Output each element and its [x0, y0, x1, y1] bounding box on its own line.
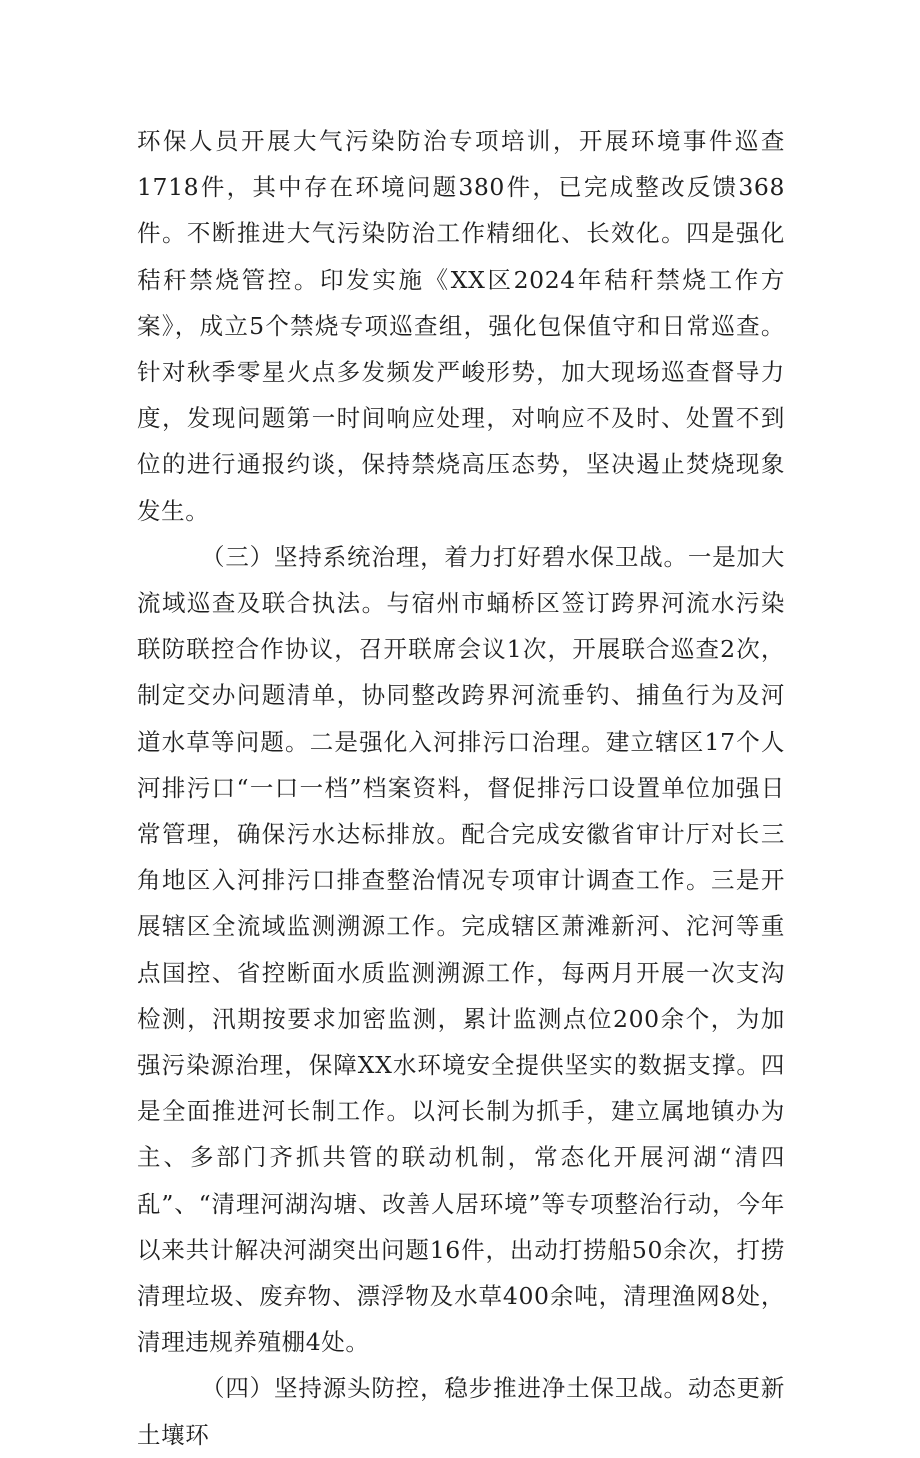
document-body	[137, 118, 785, 1458]
paragraph-section-3: （三）坚持系统治理，着力打好碧水保卫战。一是加大流域巡查及联合执法。与宿州市蛹桥区签订跨界河流水污染联防联控合作协议，召开联席会议1次，开展联合巡查2次，制定交办问题清单，协同整改跨界河流垂钓、捕鱼行为及河道水草等问题。二是强化入河排污口治理。建立辖区17个人河排污口“一口一档”档案资料，督促排污口设置单位加强日常管理，确保污水达标排放。配合完成安徽省审计厅对长三角地区入河排污口排查整治情况专项审计调查工作。三是开展辖区全流域监测溯源工作。完成辖区萧滩新河、沱河等重点国控、省控断面水质监测溯源工作，每两月开展一次支沟检测，汛期按要求加密监测，累计监测点位200余个，为加强污染源治理，保障XX水环境安全提供坚实的数据支撑。四是全面推进河长制工作。以河长制为抓手，建立属地镇办为主、多部门齐抓共管的联动机制，常态化开展河湖“清四乱”、“清理河湖沟塘、改善人居环境”等专项整治行动，今年以来共计解决河湖突出问题16件，出动打捞船50余次，打捞清理垃圾、废弃物、漂浮物及水草400余吨，清理渔网8处，清理违规养殖棚4处。	[137, 542, 785, 1357]
paragraph-section-4: （四）坚持源头防控，稳步推进净土保卫战。动态更新土壤环	[137, 1374, 785, 1449]
paragraph-continuation: 环保人员开展大气污染防治专项培训，开展环境事件巡查1718件，其中存在环境问题380件，已完成整改反馈368件。不断推进大气污染防治工作精细化、长效化。四是强化秸秆禁烧管控。印发实施《XX区2024年秸秆禁烧工作方案》，成立5个禁烧专项巡查组，强化包保值守和日常巡查。针对秋季零星火点多发频发严峻形势，加大现场巡查督导力度，发现问题第一时间响应处理，对响应不及时、处置不到位的进行通报约谈，保持禁烧高压态势，坚决遏止焚烧现象发生。	[137, 127, 785, 525]
